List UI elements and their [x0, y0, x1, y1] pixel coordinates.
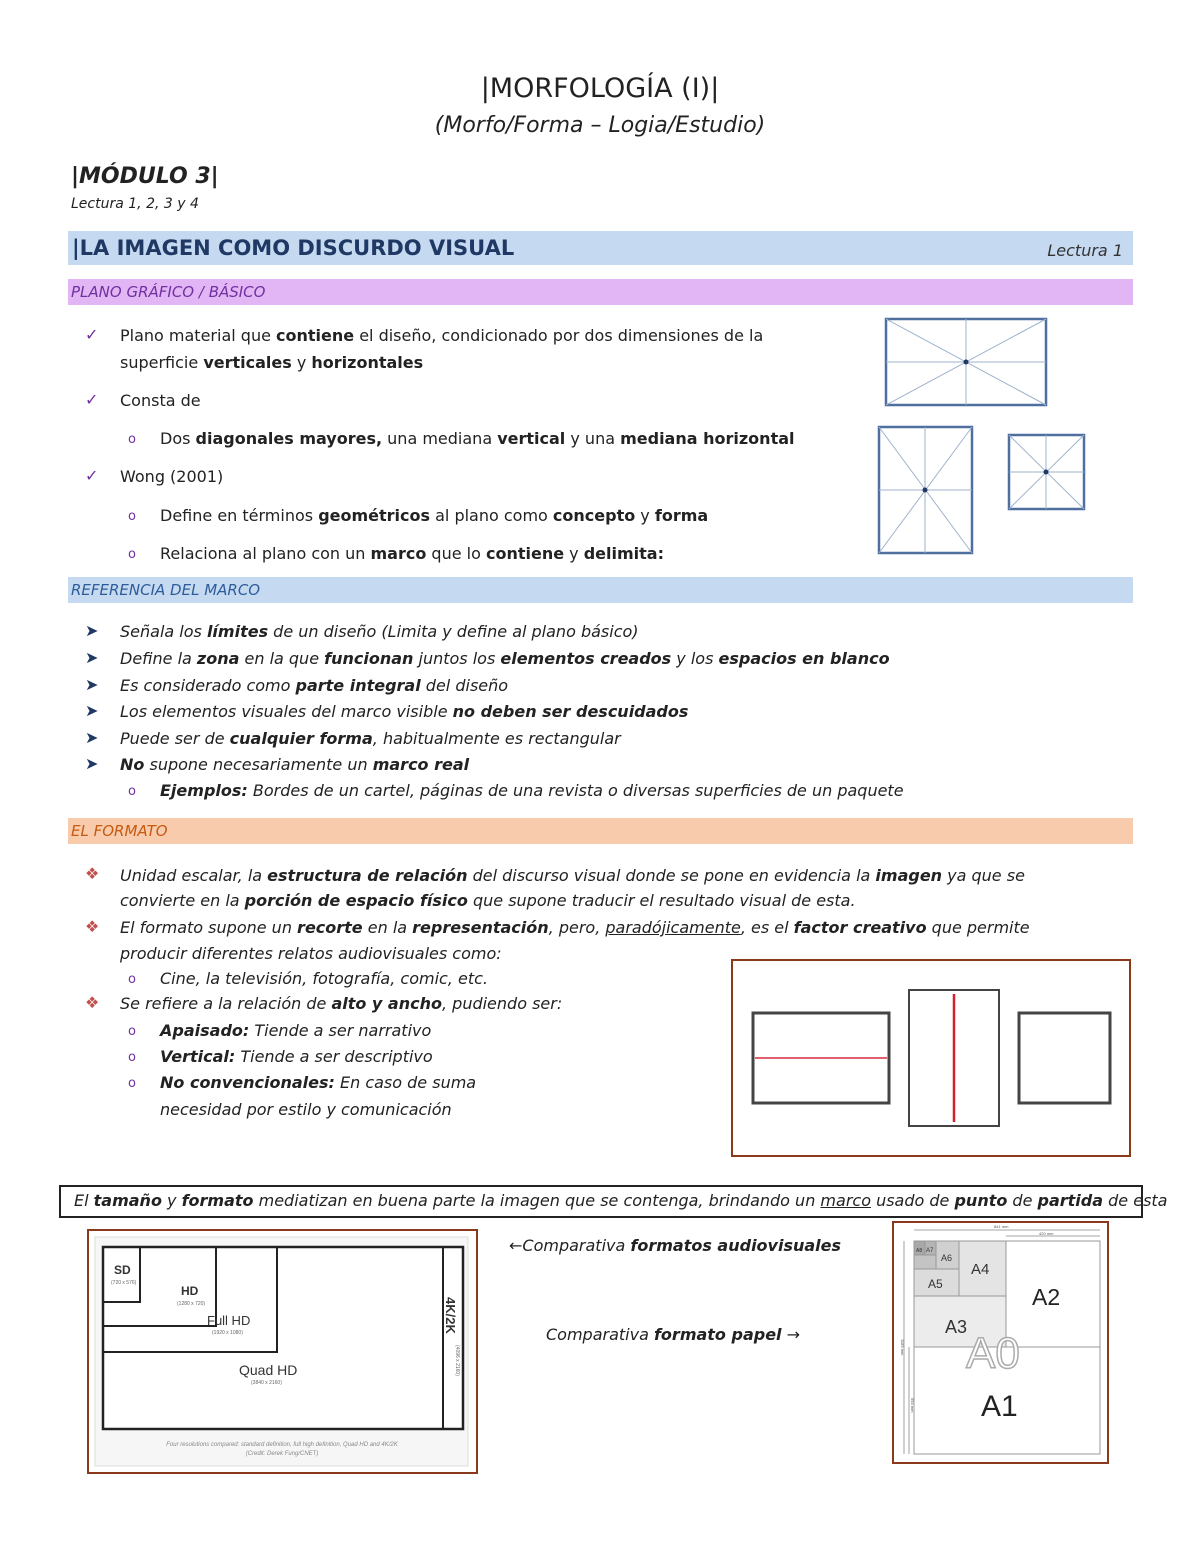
plano-heading: PLANO GRÁFICO / BÁSICO	[71, 283, 266, 301]
check-icon: ✓	[85, 325, 99, 344]
res-fullhd-dims: (1920 x 1080)	[212, 1330, 243, 1336]
formato-s1: Apaisado: Tiende a ser narrativo	[160, 1021, 432, 1040]
res-hd-label: HD	[181, 1284, 199, 1298]
arrow-bullet-icon: ➤	[85, 675, 99, 694]
arrow-bullet-icon: ➤	[85, 621, 99, 640]
page-subtitle: (Morfo/Forma – Logia/Estudio)	[434, 113, 766, 138]
formato-p2: El formato supone un recorte en la representación, pero, paradójicamente, es el factor creativo que permite	[120, 918, 1030, 937]
formato-p2-cont: producir diferentes relatos audiovisuales como:	[120, 944, 502, 963]
plano-item-2: Consta de	[120, 391, 201, 410]
formato-s2: Vertical: Tiende a ser descriptivo	[160, 1047, 433, 1066]
res-quadhd-dims: (3840 x 2160)	[251, 1380, 282, 1386]
marco-bullet-3: Es considerado como parte integral del diseño	[120, 676, 509, 695]
module-title: |MÓDULO 3|	[71, 164, 219, 189]
caption-audiovisual: ←Comparativa formatos audiovisuales	[509, 1236, 842, 1255]
paper-a1-label: A1	[981, 1390, 1018, 1423]
res-fullhd-label: Full HD	[207, 1313, 251, 1328]
circle-bullet-icon: o	[128, 1050, 136, 1065]
section-main-reading: Lectura 1	[1047, 241, 1123, 260]
res-credit: (Credit: Derek Fung/CNET)	[245, 1451, 319, 1457]
paper-a5-label: A5	[928, 1277, 943, 1291]
plane-diagram-vertical	[877, 425, 974, 555]
formato-p2-sub: Cine, la televisión, fotografía, comic, etc.	[160, 969, 488, 988]
arrow-right-icon: →	[781, 1325, 801, 1344]
paper-sizes-diagram	[894, 1223, 1107, 1462]
paper-a7-label: A7	[926, 1248, 934, 1254]
paper-dim-side-2: 594 mm	[910, 1398, 915, 1413]
plano-item-3-sub-2: Relaciona al plano con un marco que lo contiene y delimita:	[160, 544, 664, 563]
res-quadhd-label: Quad HD	[239, 1362, 298, 1378]
marco-bullet-6: No supone necesariamente un marco real	[120, 755, 470, 774]
formato-p3: Se refiere a la relación de alto y ancho, pudiendo ser:	[120, 994, 563, 1013]
circle-bullet-icon: o	[128, 1024, 136, 1039]
res-sd-dims: (720 x 576)	[111, 1280, 137, 1286]
resolutions-diagram	[89, 1231, 476, 1472]
diamond-bullet-icon: ❖	[85, 993, 100, 1012]
circle-bullet-icon: o	[128, 784, 136, 799]
formato-p1-cont: convierte en la porción de espacio físico que supone traducir el resultado visual de esta.	[120, 891, 856, 910]
paper-dim-side-1: 1189 mm	[900, 1339, 905, 1356]
paper-a0-label: A0	[966, 1329, 1020, 1378]
resolutions-image-frame	[87, 1229, 478, 1474]
res-4k-dims: (4096 x 2160)	[454, 1345, 460, 1376]
plano-item-3-sub-1: Define en términos geométricos al plano como concepto y forma	[160, 506, 709, 525]
circle-bullet-icon: o	[128, 432, 136, 447]
res-4k-label: 4K/2K	[443, 1297, 458, 1334]
plano-item-1-cont: superficie verticales y horizontales	[120, 353, 424, 372]
marco-bullet-1: Señala los límites de un diseño (Limita y define al plano básico)	[120, 622, 639, 641]
arrow-bullet-icon: ➤	[85, 701, 99, 720]
formato-s3-cont: necesidad por estilo y comunicación	[160, 1100, 452, 1119]
plano-heading-bar	[68, 279, 1133, 305]
paper-dim-top-1: 841 mm	[994, 1224, 1009, 1229]
paper-a6-label: A6	[941, 1253, 953, 1263]
check-icon: ✓	[85, 466, 99, 485]
paper-dim-top-2: 420 mm	[1039, 1231, 1054, 1236]
formato-heading: EL FORMATO	[71, 822, 168, 840]
format-diagram-frame	[731, 959, 1131, 1157]
plano-item-2-sub: Dos diagonales mayores, una mediana vertical y una mediana horizontal	[160, 429, 795, 448]
circle-bullet-icon: o	[128, 1076, 136, 1091]
formato-heading-bar	[68, 818, 1133, 844]
diamond-bullet-icon: ❖	[85, 917, 100, 936]
plano-item-3: Wong (2001)	[120, 467, 224, 486]
marco-bullet-2: Define la zona en la que funcionan juntos los elementos creados y los espacios en blanco	[120, 649, 890, 668]
marco-bullet-4: Los elementos visuales del marco visible no deben ser descuidados	[120, 702, 689, 721]
res-sd-label: SD	[114, 1263, 131, 1277]
arrow-bullet-icon: ➤	[85, 648, 99, 667]
marco-heading-bar	[68, 577, 1133, 603]
plano-item-1: Plano material que contiene el diseño, condicionado por dos dimensiones de la	[120, 326, 764, 345]
arrow-bullet-icon: ➤	[85, 728, 99, 747]
page-title: |MORFOLOGÍA (I)|	[480, 73, 720, 104]
marco-bullet-5: Puede ser de cualquier forma, habitualmente es rectangular	[120, 729, 621, 748]
note-box	[59, 1185, 1168, 1218]
format-diagram	[733, 961, 1129, 1155]
section-main-header	[68, 231, 1133, 265]
arrow-left-icon: ←	[509, 1236, 523, 1255]
res-caption: Four resolutions compared: standard definition, full high definition, Quad HD and 4K/2K	[166, 1442, 398, 1448]
readings-label: Lectura 1, 2, 3 y 4	[71, 196, 199, 212]
plane-diagram-square	[1007, 433, 1086, 511]
formato-p1: Unidad escalar, la estructura de relación del discurso visual donde se pone en evidencia la imagen ya que se	[120, 866, 1025, 885]
circle-bullet-icon: o	[128, 509, 136, 524]
formato-s3: No convencionales: En caso de suma	[160, 1073, 477, 1092]
paper-a8-label: A8	[916, 1248, 923, 1254]
circle-bullet-icon: o	[128, 547, 136, 562]
plane-diagram-horizontal	[884, 317, 1048, 407]
paper-a4-label: A4	[971, 1261, 990, 1278]
marco-sub: Ejemplos: Bordes de un cartel, páginas de una revista o diversas superficies de un paquete	[160, 781, 904, 800]
arrow-bullet-icon: ➤	[85, 754, 99, 773]
diamond-bullet-icon: ❖	[85, 864, 100, 883]
res-hd-dims: (1280 x 720)	[177, 1301, 206, 1307]
paper-a2-label: A2	[1032, 1284, 1061, 1310]
section-main-title: |LA IMAGEN COMO DISCURDO VISUAL	[72, 236, 515, 260]
paper-sizes-image-frame	[892, 1221, 1109, 1464]
caption-paper: Comparativa formato papel →	[546, 1325, 801, 1344]
check-icon: ✓	[85, 390, 99, 409]
circle-bullet-icon: o	[128, 972, 136, 987]
note-text: El tamaño y formato mediatizan en buena parte la imagen que se contenga, brindando un marco usado de punto de partida de esta	[74, 1191, 1168, 1210]
marco-heading: REFERENCIA DEL MARCO	[71, 581, 261, 599]
paper-a3-label: A3	[945, 1317, 968, 1337]
